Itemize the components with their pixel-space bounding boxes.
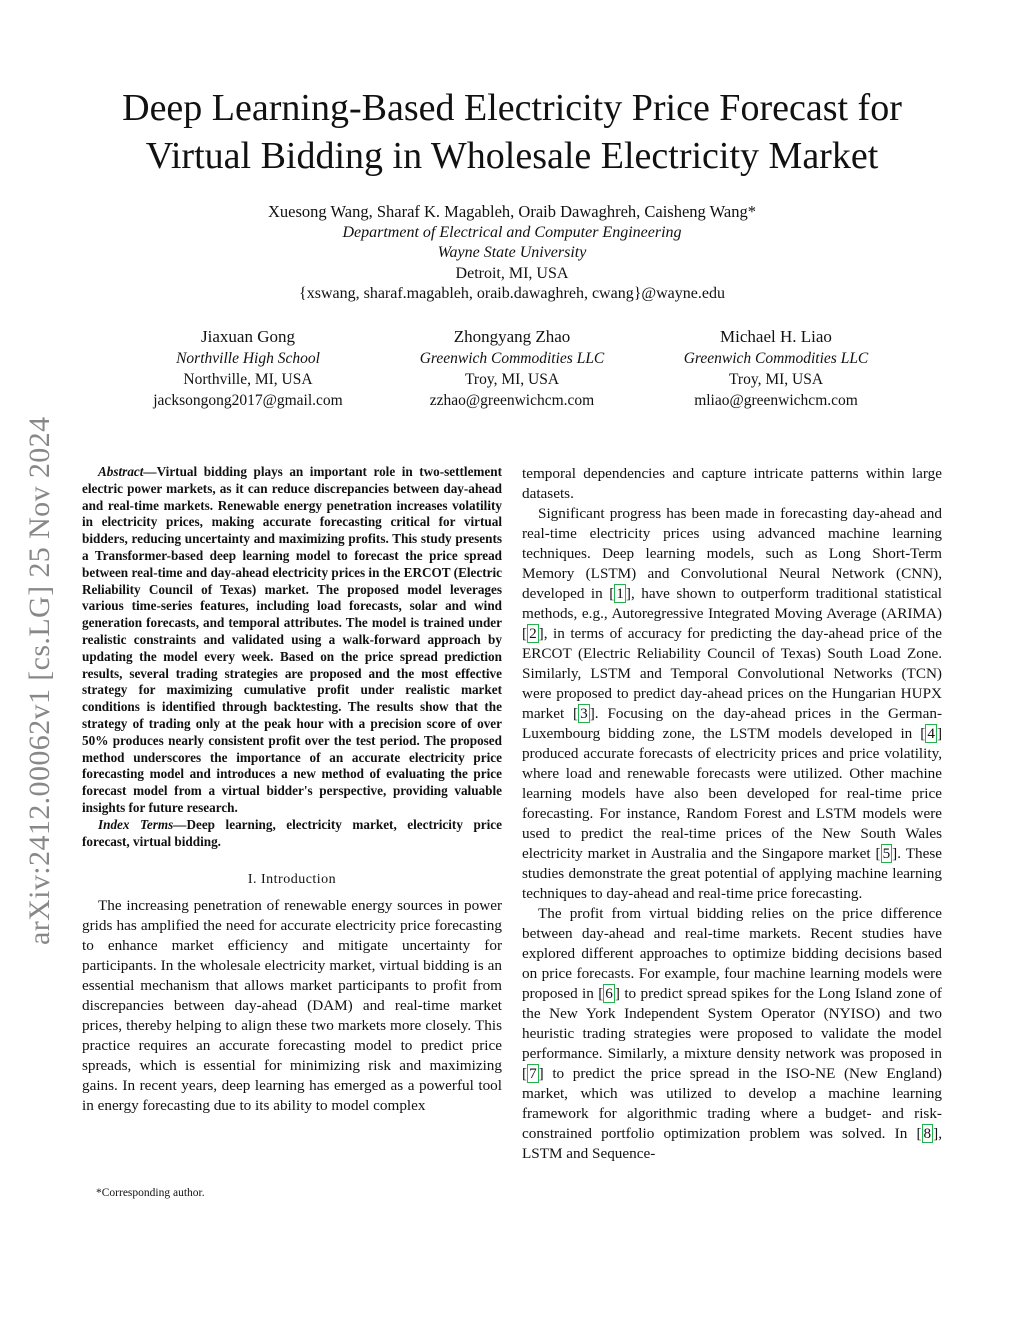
text-run: . These studies demonstrate the great potential of applying machine learning techniques to day-ahead and real-time price forecasting. <box>522 845 942 902</box>
abstract-lead: Abstract— <box>98 464 157 479</box>
section-heading-introduction: I. Introduction <box>247 872 337 888</box>
author-location: Detroit, MI, USA <box>455 264 569 282</box>
text-run: Significant progress has been made in forecasting day-ahead and real-time electricity prices using advanced machine learning techniques. Deep learning models, such as Long Short-Term Memory (LSTM) and Convolutional Neural Network (CNN), developed in <box>522 505 942 602</box>
citation-link[interactable]: 7 <box>529 1065 537 1082</box>
right-column <box>522 464 942 1164</box>
citation-link[interactable]: 2 <box>529 625 537 642</box>
author-card <box>382 326 642 411</box>
paper-title <box>60 84 964 180</box>
author-name: Michael H. Liao <box>720 327 832 346</box>
text-run: to predict spread spikes for the Long Island zone of the New York Independent System Operator (NYISO) and two heuristic trading strategies were proposed to validate the model performance. Similarly, a mixture density network was proposed in <box>522 985 942 1062</box>
index-terms-text: Deep learning, electricity market, electricity price forecast, virtual bidding. <box>82 816 502 849</box>
text-run: . Focusing on the day-ahead prices in the German-Luxembourg bidding zone, the LSTM models developed in <box>522 705 942 742</box>
intro-paragraph: The increasing penetration of renewable energy sources in power grids has amplified the need for accurate electricity price forecasting to enhance market efficiency and mitigate uncertainty for participants. In the wholesale electricity market, virtual bidding is an essential mechanism that allows market participants to profit from discrepancies between day-ahead (DAM) and real-time market prices, thereby helping to align these two markets more closely. This practice requires an accurate forecasting model to predict price spreads, which is essential for minimizing risk and maximizing gains. In recent years, deep learning has emerged as a powerful tool in energy forecasting due to its ability to model complex <box>82 897 502 1115</box>
citation-link[interactable]: 8 <box>923 1125 932 1142</box>
index-terms-lead: Index Terms— <box>98 816 187 832</box>
title-line-2: Virtual Bidding in Wholesale Electricity Market <box>145 135 879 177</box>
continued-paragraph: temporal dependencies and capture intricate patterns within large datasets. <box>522 465 942 502</box>
author-card <box>646 326 906 411</box>
footnote-text: *Corresponding author. <box>96 1187 205 1199</box>
secondary-authors <box>118 326 906 411</box>
author-location: Northville, MI, USA <box>183 371 313 388</box>
author-affiliation: Greenwich Commodities LLC <box>683 350 869 367</box>
author-department: Department of Electrical and Computer Engineering <box>342 223 682 241</box>
text-run: to predict the price spread in the ISO-NE (New England) market, which was utilized to develop a machine learning framework for algorithmic trading where a budget- and risk-constrained portfolio optimization problem was solved. In <box>522 1065 942 1142</box>
author-name: Zhongyang Zhao <box>453 327 571 346</box>
author-university: Wayne State University <box>437 244 587 261</box>
text-run: produced accurate forecasts of electricity prices and price volatility, where load and renewable forecasts were utilized. Other machine learning models have also been developed for real-time price forecasting. For instance, Random Forest and LSTM models were used to predict the real-time prices of the New South Wales electricity market in Australia and the Singapore market <box>522 745 942 862</box>
author-location: Troy, MI, USA <box>464 371 560 388</box>
text-run: The profit from virtual bidding relies on the price difference between day-ahead and real-time markets. Recent studies have explored different approaches to optimize bidding decisions based on price forecasts. For example, four machine learning models were proposed in <box>522 905 942 1002</box>
arxiv-side-stamp: arXiv:2412.00062v1 [cs.LG] 25 Nov 2024 <box>23 416 56 945</box>
author-location: Troy, MI, USA <box>728 371 824 388</box>
author-card <box>118 326 378 411</box>
text-run: , in terms of accuracy for predicting the day-ahead price of the ERCOT (Electric Reliability Council of Texas) South Load Zone. Similarly, LSTM and Temporal Convolutional Networks (TCN) were proposed to predict day-ahead prices on the Hungarian HUPX market <box>522 625 942 722</box>
index-terms <box>82 817 502 851</box>
footnote <box>82 1186 502 1201</box>
author-affiliation: Northville High School <box>176 350 320 367</box>
author-affiliation: Greenwich Commodities LLC <box>419 350 605 367</box>
abstract <box>82 464 502 817</box>
left-column <box>82 464 502 1116</box>
author-email: zzhao@greenwichcm.com <box>429 392 595 409</box>
citation-link[interactable]: 1 <box>616 585 624 602</box>
abstract-text: Virtual bidding plays an important role in two-settlement electric power markets, as it can reduce discrepancies between day-ahead and real-time markets. Renewable energy penetration increases volatility in electricity prices, making accurate forecasting critical for virtual bidders, reducing uncertainty and maximizing profits. This study presents a Transformer-based deep learning model to forecast the price spread between real-time and day-ahead electricity prices in the ERCOT (Electric Reliability Council of Texas) market. The proposed model leverages various time-series features, including load forecasts, solar and wind generation forecasts, and temporal attributes. The model is trained under realistic constraints and validated using a walk-forward approach by updating the model every week. Based on the price spread prediction results, several trading strategies are proposed and the most effective strategy for maximizing cumulative profit under realistic market conditions is identified through backtesting. The results show that the strategy of trading only at the peak hour with a precision score of over 50% produces nearly consistent profit over the test period. The proposed method underscores the importance of an accurate electricity price forecasting model and introduces a new method of evaluating the price forecast model from a virtual bidder's perspective, providing valuable insights for future research. <box>82 464 502 815</box>
author-emails: {xswang, sharaf.magableh, oraib.dawaghreh, cwang}@wayne.edu <box>299 285 725 302</box>
citation-link[interactable]: 5 <box>882 845 891 862</box>
text-run: , have shown to outperform traditional statistical methods, e.g., Autoregressive Integrated Moving Average (ARIMA) <box>522 585 942 622</box>
related-work-paragraph: Significant progress has been made in forecasting day-ahead and real-time electricity prices using advanced machine learning techniques. Deep learning models, such as Long Short-Term Memory (LSTM) and Convolutional Neural Network (CNN), developed in [ 1 ], have shown to outperform traditional statistical methods, e.g., Autoregressive Integrated Moving Average (ARIMA) [ 2 ], in terms of accuracy for predicting the day-ahead price of the ERCOT (Electric Reliability Council of Texas) South Load Zone. Similarly, LSTM and Temporal Convolutional Networks (TCN) were proposed to predict day-ahead prices on the Hungarian HUPX market [ 3 ]. Focusing on the day-ahead prices in the German-Luxembourg bidding zone, the LSTM models developed in [ 4 ] produced accurate forecasts of electricity prices and price volatility, where load and renewable forecasts were utilized. Other machine learning models have also been developed for real-time price forecasting. For instance, Random Forest and LSTM models were used to predict the real-time prices of the New South Wales electricity market in Australia and the Singapore market [ 5 ]. These studies demonstrate the great potential of applying machine learning techniques to day-ahead and real-time price forecasting. <box>522 505 942 902</box>
author-email: jacksongong2017@gmail.com <box>153 392 343 409</box>
text-run: , LSTM and Sequence- <box>522 1125 942 1162</box>
author-name: Jiaxuan Gong <box>201 327 295 346</box>
author-names: Xuesong Wang, Sharaf K. Magableh, Oraib Dawaghreh, Caisheng Wang* <box>268 202 756 221</box>
author-email: mliao@greenwichcm.com <box>694 392 858 409</box>
citation-link[interactable]: 3 <box>580 705 588 722</box>
citation-link[interactable]: 6 <box>605 985 613 1002</box>
virtual-bidding-paragraph: The profit from virtual bidding relies on the price difference between day-ahead and real-time markets. Recent studies have explored different approaches to optimize bidding decisions based on price forecasts. For example, four machine learning models were proposed in [ 6 ] to predict spread spikes for the Long Island zone of the New York Independent System Operator (NYISO) and two heuristic trading strategies were proposed to validate the model performance. Similarly, a mixture density network was proposed in [ 7 ] to predict the price spread in the ISO-NE (New England) market, which was utilized to develop a machine learning framework for algorithmic trading where a budget- and risk-constrained portfolio optimization problem was solved. In [ 8 ], LSTM and Sequence- <box>522 905 942 1162</box>
citation-link[interactable]: 4 <box>927 725 935 742</box>
title-line-1: Deep Learning-Based Electricity Price Forecast for <box>122 87 902 129</box>
main-author-block <box>140 202 884 305</box>
